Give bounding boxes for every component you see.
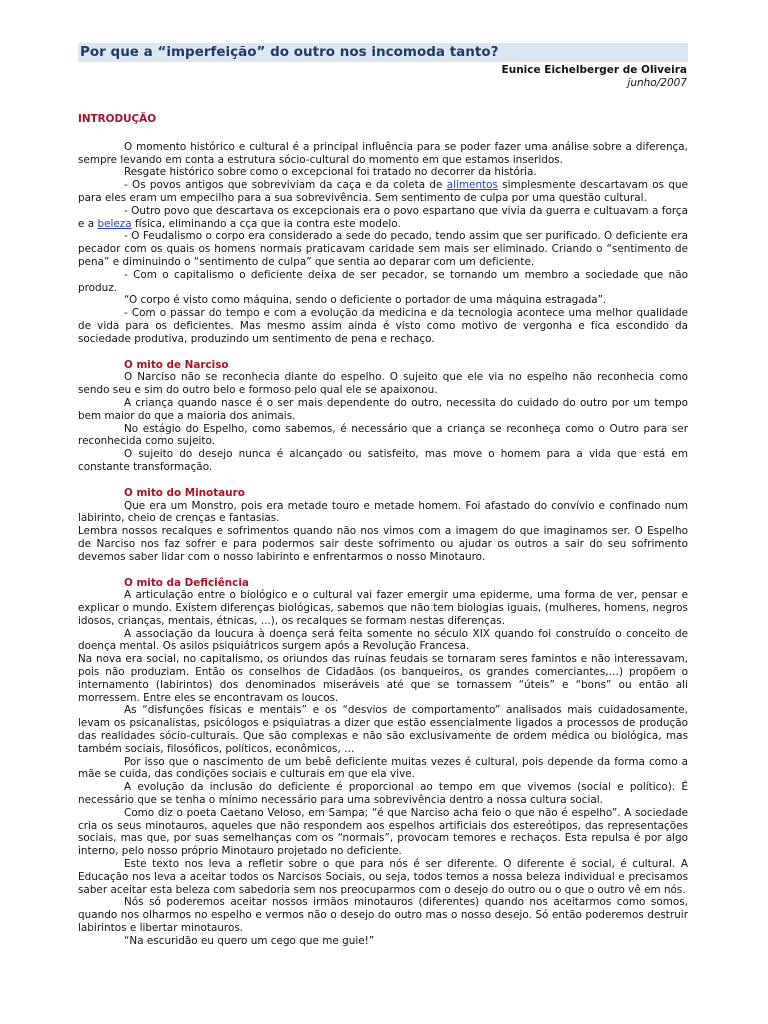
paragraph: O sujeito do desejo nunca é alcançado ou satisfeito, mas move o homem para a vida que está em constante transformação. bbox=[78, 448, 688, 473]
document-page bbox=[78, 43, 688, 948]
paragraph: Por isso que o nascimento de um bebê deficiente muitas vezes é cultural, pois depende da forma como a mãe se cuida, das condições sociais e culturais em que ela vive. bbox=[78, 755, 688, 781]
paragraph: A evolução da inclusão do deficiente é proporcional ao tempo em que vivemos (social e político). É necessário que se tenha o mínimo necessário para uma sobrevivência dentro a nossa cultura social. bbox=[78, 781, 688, 807]
paragraph: - O Feudalismo o corpo era considerado a sede do pecado, tendo assim que ser purificado. O deficiente era pecador com os quais os homens normais praticavam caridade sem mais ser eliminado. Criando o “sentimento de pena” e diminuindo o “sentimento de culpa” que sentia ao deparar com um deficiente. bbox=[78, 230, 688, 268]
paragraph-with-link bbox=[78, 179, 688, 205]
paragraph: Resgate histórico sobre como o excepcional foi tratado no decorrer da história. bbox=[124, 166, 537, 179]
quote-paragraph: “O corpo é visto como máquina, sendo o deficiente o portador de uma máquina estragada”. bbox=[124, 294, 607, 307]
section-deficiencia bbox=[78, 577, 688, 948]
page-title: Por que a “imperfeição” do outro nos incomoda tanto? bbox=[78, 43, 688, 62]
paragraph-text: simplesmente descartavam os que para eles eram um empecilho para a sua sobrevivência. Sem sentimento de culpa por uma questão cultural. bbox=[78, 179, 688, 204]
paragraph: No estágio do Espelho, como sabemos, é necessário que a criança se reconheça como o Outro para ser reconhecida como sujeito. bbox=[78, 422, 688, 448]
paragraph: Nós só poderemos aceitar nossos irmãos minotauros (diferentes) quando nos aceitarmos como somos, quando nos olharmos no espelho e vermos não o desejo do outro mas o nosso desejo. Só então poderemos destruir labirintos e libertar minotauros. bbox=[78, 896, 688, 935]
section-introducao bbox=[78, 113, 688, 346]
section-minotauro bbox=[78, 487, 688, 564]
paragraph: Como diz o poeta Caetano Veloso, em Sampa; “é que Narciso acha feio o que não é espelho”. A sociedade cria os seus minotauros, aqueles que não respondem aos espelhos artificiais dos estereótipos, das representações sociais, mas que, por suas semelhanças com os “normais”, provocam temores e rechaços. Esta repulsa é por algo interno, pelo nosso próprio Minotauro projetado no deficiente. bbox=[78, 806, 688, 858]
paragraph: - Com o capitalismo o deficiente deixa de ser pecador, se tornando um membro a sociedade que não produz. bbox=[78, 268, 688, 294]
section-heading-deficiencia: O mito da Deficiência bbox=[124, 576, 249, 589]
paragraph: A criança quando nasce é o ser mais dependente do outro, necessita do cuidado do outro por um tempo bem maior do que a maioria dos animais. bbox=[78, 396, 688, 422]
paragraph: O momento histórico e cultural é a principal influência para se poder fazer uma análise sobre a diferença, sempre levando em conta a estrutura sócio-cultural do momento em que estamos inseridos. bbox=[78, 140, 688, 166]
paragraph: Lembra nossos recalques e sofrimentos quando não nos vimos com a imagem do que imaginamos ser. O Espelho de Narciso nos faz sofrer e para podermos sair deste sofrimento ou ajudar os outros a sair do seu sofrimento devemos saber lidar com o nosso labirinto e enfrentarmos o nosso Minotauro. bbox=[78, 525, 688, 563]
author-name: Eunice Eichelberger de Oliveira bbox=[501, 64, 687, 76]
paragraph: - Com o passar do tempo e com a evolução da medicina e da tecnologia acontece uma melhor qualidade de vida para os deficientes. Mas mesmo assim ainda é visto como motivo de vergonha e fica escondido da sociedade produtiva, produzindo um sentimento de pena e rechaço. bbox=[78, 307, 688, 345]
paragraph: A associação da loucura à doença será feita somente no século XIX quando foi construído o conceito de doença mental. Os asilos psiquiátricos surgem após a Revolução Francesa. bbox=[78, 627, 688, 653]
paragraph-with-link bbox=[78, 205, 688, 231]
publication-date: junho/2007 bbox=[627, 77, 687, 89]
section-heading-narciso: O mito de Narciso bbox=[124, 358, 229, 371]
section-heading-introducao: INTRODUÇÃO bbox=[78, 113, 157, 125]
paragraph: As “disfunções físicas e mentais” e os “desvios de comportamento” analisados mais cuidadosamente, levam os psicanalistas, psicólogos e psiquiatras a dizer que estão essencialmente ligados a processos de produção das realidades sócio-culturais. Que são complexas e não são exclusivamente de ordem médica ou biológica, mas também sociais, filosóficos, políticos, econômicos, … bbox=[78, 704, 688, 755]
paragraph: A articulação entre o biológico e o cultural vai fazer emergir uma epiderme, uma forma de ver, pensar e explicar o mundo. Existem diferenças biológicas, sabemos que não tem biologias iguais, (mulheres, homens, negros idosos, crianças, mentais, étnicas, ...), os recalques se formam nestas diferenças. bbox=[78, 589, 688, 627]
paragraph-text: física, eliminando a cça que ia contra este modelo. bbox=[131, 217, 401, 230]
link-beleza[interactable]: beleza bbox=[97, 217, 132, 230]
section-heading-minotauro: O mito do Minotauro bbox=[124, 486, 245, 499]
paragraph-text: - Outro povo que descartava os excepcionais era o povo espartano que vivia da guerra e cultuavam a força e a bbox=[78, 204, 688, 230]
paragraph-text: - Os povos antigos que sobreviviam da caça e da coleta de bbox=[124, 179, 447, 192]
paragraph: O Narciso não se reconhecia diante do espelho. O sujeito que ele via no espelho não reconhecia como sendo seu e sim do outro belo e formoso pelo qual ele se apaixonou. bbox=[78, 371, 688, 397]
quote-paragraph: “Na escuridão eu quero um cego que me guie!” bbox=[124, 934, 375, 947]
section-narciso bbox=[78, 359, 688, 474]
link-alimentos[interactable]: alimentos bbox=[446, 179, 498, 192]
paragraph: Que era um Monstro, pois era metade touro e metade homem. Foi afastado do convívio e confinado num labirinto, cheio de crenças e fantasias. bbox=[78, 499, 688, 525]
paragraph: Este texto nos leva a refletir sobre o que para nós é ser diferente. O diferente é social, é cultural. A Educação nos leva a aceitar todos os Narcisos Sociais, ou seja, todos temos a nossa beleza individual e precisamos saber aceitar esta beleza com sabedoria sem nos preocuparmos com o desejo do outro ou o que o outro vê em nós. bbox=[78, 858, 688, 896]
paragraph: Na nova era social, no capitalismo, os oriundos das ruínas feudais se tornaram seres famintos e não interessavam, pois não produziam. Então os conselhos de Cidadãos (os banqueiros, os grandes comerciantes,…) propõem o internamento (labirintos) dos denominados miseráveis até que se tornassem “úteis” e “bons” ou então ali morressem. Entre eles se encontravam os loucos. bbox=[78, 653, 688, 704]
